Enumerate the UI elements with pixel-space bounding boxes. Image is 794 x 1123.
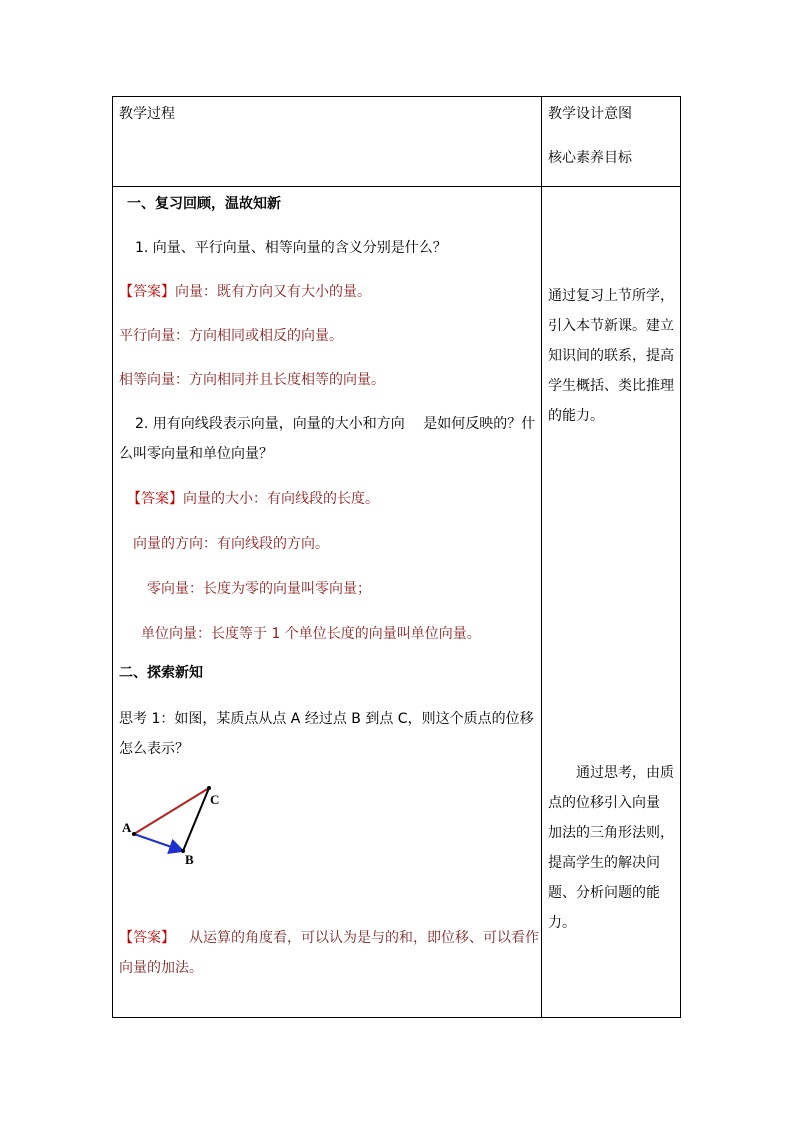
question-1: 1. 向量、平行向量、相等向量的含义分别是什么？ — [135, 240, 447, 256]
think-1-answer-line1 — [119, 928, 539, 948]
intent-line: 引入本节新课。建立 — [548, 318, 674, 334]
answer-tag: 【答案】 — [127, 491, 183, 507]
question-2-line1: 2. 用有向线段表示向量，向量的大小和方向 是如何反映的？什 — [135, 416, 536, 432]
answer-tag: 【答案】 — [119, 930, 175, 946]
answer-2-size: 向量的大小：有向线段的长度。 — [183, 491, 379, 507]
vector-bc-line — [183, 788, 209, 851]
answer-1-equal: 相等向量：方向相同并且长度相等的向量。 — [119, 372, 385, 388]
vector-ac-line — [134, 788, 209, 834]
intent-line: 的能力。 — [548, 408, 604, 424]
section1-title: 一、复习回顾，温故知新 — [127, 196, 281, 212]
answer-1-text: 向量：既有方向又有大小的量。 — [175, 284, 371, 300]
section2-title: 二、探索新知 — [119, 665, 203, 681]
answer-1-parallel: 平行向量：方向相同或相反的向量。 — [119, 328, 343, 344]
header-design-intent: 教学设计意图 — [548, 106, 632, 122]
answer-2-direction: 向量的方向：有向线段的方向。 — [133, 536, 329, 552]
header-divider — [113, 186, 680, 187]
answer-2-unit-vector: 单位向量：长度等于 1 个单位长度的向量叫单位向量。 — [141, 626, 481, 642]
intent-line: 加法的三角形法则， — [548, 825, 674, 841]
point-a — [132, 832, 136, 836]
intent-line: 通过思考，由质 — [548, 765, 674, 781]
think-1-answer-text: 从运算的角度看，可以认为是与的和，即位移、可以看作 — [189, 930, 539, 946]
intent-line: 点的位移引入向量 — [548, 795, 660, 811]
point-c — [207, 786, 211, 790]
answer-2 — [127, 489, 379, 509]
intent-line: 提高学生的解决问 — [548, 855, 660, 871]
triangle-vector-figure — [113, 777, 243, 867]
think-1-answer-line2: 向量的加法。 — [119, 960, 203, 976]
think-1-line2: 怎么表示？ — [119, 741, 189, 757]
design-intent-explore — [548, 758, 680, 938]
think-1-line1: 思考 1：如图，某质点从点 A 经过点 B 到点 C，则这个质点的位移 — [119, 711, 534, 727]
header-core-literacy: 核心素养目标 — [548, 150, 632, 166]
intent-line: 题、分析问题的能力。 — [548, 885, 660, 931]
vector-ab-line — [134, 834, 183, 851]
intent-line: 学生概括、类比推理 — [548, 378, 674, 394]
lesson-table — [112, 96, 681, 1018]
intent-line: 通过复习上节所学， — [548, 288, 674, 304]
label-b: B — [185, 852, 194, 867]
intent-line: 知识间的联系，提高 — [548, 348, 674, 364]
answer-2-zero-vector: 零向量：长度为零的向量叫零向量； — [147, 581, 371, 597]
design-intent-review — [548, 281, 680, 431]
question-2-line2: 么叫零向量和单位向量？ — [119, 446, 273, 462]
answer-tag: 【答案】 — [119, 284, 175, 300]
column-divider — [541, 97, 542, 1017]
label-a: A — [122, 820, 132, 835]
header-teaching-process: 教学过程 — [119, 106, 175, 122]
label-c: C — [210, 792, 220, 807]
answer-1 — [119, 282, 371, 302]
